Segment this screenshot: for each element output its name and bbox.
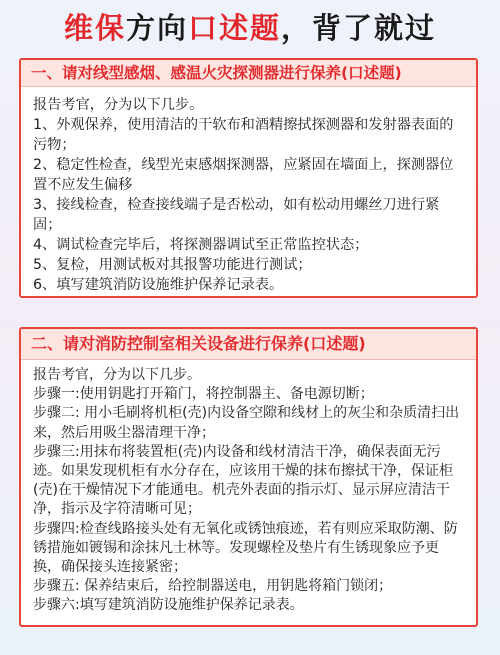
step-line: 步骤六:填写建筑消防设施维护保养记录表。 [33, 597, 304, 614]
control-room-maintenance-card [19, 327, 478, 627]
step-line: 2、稳定性检查，线型光束感烟探测器，应紧固在墙面上，探测器位置不应发生偏移 [33, 157, 454, 193]
step-line: 4、调试检查完毕后，将探测器调试至正常监控状态； [33, 237, 369, 253]
page-title [0, 6, 500, 50]
step-line: 步骤一:使用钥匙打开箱门，将控制器主、备电源切断； [33, 386, 374, 403]
card-header: 一、请对线型感烟、感温火灾探测器进行保养(口述题) [21, 60, 476, 87]
title-part-2: 方向 [125, 11, 188, 45]
step-line: 步骤二: 用小毛刷将机柜(壳)内设备空隙和线材上的灰尘和杂质清扫出来，然后用吸尘器清理干净； [33, 405, 460, 441]
step-line: 报告考官，分为以下几步。 [33, 367, 201, 383]
card-body [21, 87, 476, 295]
step-line: 步骤四:检查线路接头处有无氧化或锈蚀痕迹，若有则应采取防潮、防锈措施如镀锡和涂抹凡士林等。发现螺栓及垫片有生锈现象应予更换，确保接头连接紧密； [33, 520, 458, 576]
step-line: 3、接线检查，检查接线端子是否松动，如有松动用螺丝刀进行紧固； [33, 197, 440, 233]
step-line: 步骤三:用抹布将装置柜(壳)内设备和线材清洁干净，确保表面无污迹。如果发现机柜有水分存在，应该用干燥的抹布擦拭干净，保证柜(壳)在干燥情况下才能通电。机壳外表面的指示灯、显示屏应清洁干净，指示及字符清晰可见； [33, 443, 453, 518]
step-line: 报告考官，分为以下几步。 [33, 97, 204, 113]
card-body [21, 360, 476, 616]
step-line: 1、外观保养，使用清洁的干软布和酒精擦拭探测器和发射器表面的污物； [33, 117, 454, 153]
step-line: 6、填写建筑消防设施维护保养记录表。 [33, 277, 284, 293]
card-header: 二、请对消防控制室相关设备进行保养(口述题) [21, 329, 476, 360]
step-line: 步骤五: 保养结束后，给控制器送电，用钥匙将箱门锁闭； [33, 578, 393, 595]
step-line: 5、复检，用测试板对其报警功能进行测试； [33, 257, 312, 273]
title-part-1: 维保 [63, 11, 126, 45]
title-part-3: 口述题 [188, 11, 282, 45]
title-part-4: ，背了就过 [281, 11, 437, 45]
detector-maintenance-card [19, 58, 478, 298]
